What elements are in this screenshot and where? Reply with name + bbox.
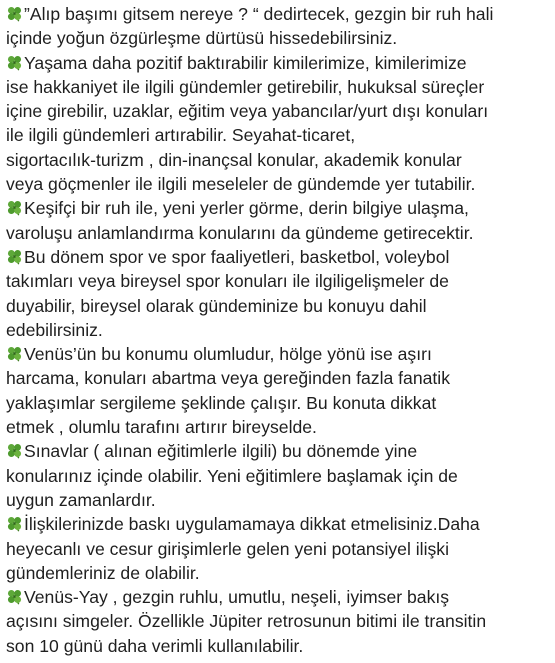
line-text: Keşifçi bir ruh ile, yeni yerler görme, derin bilgiye ulaşma,	[24, 198, 469, 219]
paragraph	[6, 245, 549, 342]
four-leaf-clover-icon	[6, 588, 23, 605]
text-line	[6, 391, 549, 415]
text-line	[6, 634, 549, 658]
text-line	[6, 196, 549, 220]
line-text: konularınız içinde olabilir. Yeni eğitimlere başlamak için de	[6, 465, 458, 486]
line-text: içine girebilir, uzaklar, eğitim veya yabancılar/yurt dışı konuları	[6, 101, 489, 122]
text-line	[6, 75, 549, 99]
paragraph	[6, 2, 549, 51]
text-line	[6, 245, 549, 269]
text-line	[6, 172, 549, 196]
text-line	[6, 123, 549, 147]
paragraph	[6, 342, 549, 439]
text-line	[6, 488, 549, 512]
line-text: Sınavlar ( alınan eğitimlerle ilgili) bu dönemde yine	[24, 441, 418, 462]
text-line	[6, 269, 549, 293]
line-text: etmek , olumlu tarafını artırır bireyselde.	[6, 417, 317, 438]
line-text: gündemleriniz de olabilir.	[6, 562, 200, 583]
text-line	[6, 439, 549, 463]
four-leaf-clover-icon	[6, 54, 23, 71]
four-leaf-clover-icon	[6, 248, 23, 265]
four-leaf-clover-icon	[6, 515, 23, 532]
text-line	[6, 294, 549, 318]
paragraph	[6, 439, 549, 512]
line-text: heyecanlı ve cesur girişimlerle gelen yeni potansiyel ilişki	[6, 538, 449, 559]
four-leaf-clover-icon	[6, 442, 23, 459]
text-line	[6, 609, 549, 633]
line-text: Venüs’ün bu konumu olumludur, hölge yönü ise aşırı	[24, 344, 432, 365]
line-text: son 10 günü daha verimli kullanılabilir.	[6, 635, 304, 656]
line-text: uygun zamanlardır.	[6, 489, 156, 510]
four-leaf-clover-icon	[6, 199, 23, 216]
text-line	[6, 415, 549, 439]
text-line	[6, 537, 549, 561]
line-text: ise hakkaniyet ile ilgili gündemler getirebilir, hukuksal süreçler	[6, 76, 485, 97]
line-text: varoluşu anlamlandırma konularını da gündeme getirecektir.	[6, 222, 474, 243]
line-text: Venüs-Yay , gezgin ruhlu, umutlu, neşeli, iyimser bakış	[24, 587, 450, 608]
paragraph	[6, 585, 549, 658]
line-text: içinde yoğun özgürleşme dürtüsü hissedebilirsiniz.	[6, 28, 398, 49]
line-text: takımları veya bireysel spor konuları ile ilgiligelişmeler de	[6, 271, 449, 292]
line-text: ile ilgili gündemleri artırabilir. Seyahat-ticaret,	[6, 125, 356, 146]
line-text: ”Alıp başımı gitsem nereye ? “ dedirtecek, gezgin bir ruh hali	[24, 4, 494, 24]
line-text: harcama, konuları abartma veya gereğinden fazla fanatik	[6, 368, 451, 389]
paragraph	[6, 512, 549, 585]
text-line	[6, 366, 549, 390]
line-text: duyabilir, bireysel olarak gündeminize bu konuyu dahil	[6, 295, 427, 316]
text-line	[6, 221, 549, 245]
four-leaf-clover-icon	[6, 345, 23, 362]
text-line	[6, 464, 549, 488]
line-text: açısını simgeler. Özellikle Jüpiter retrosunun bitimi ile transitin	[6, 611, 487, 632]
four-leaf-clover-icon	[6, 5, 23, 22]
line-text: edebilirsiniz.	[6, 319, 103, 340]
line-text: Yaşama daha pozitif baktırabilir kimilerimize, kimilerimize	[24, 52, 467, 73]
text-line	[6, 148, 549, 172]
line-text: veya göçmenler ile ilgili meseleler de gündemde yer tutabilir.	[6, 174, 476, 195]
line-text: yaklaşımlar sergileme şeklinde çalışır. Bu konuta dikkat	[6, 392, 437, 413]
line-text: İlişkilerinizde baskı uygulamamaya dikkat etmelisiniz.Daha	[24, 514, 480, 535]
text-line	[6, 561, 549, 585]
text-line	[6, 342, 549, 366]
paragraph	[6, 196, 549, 245]
line-text: sigortacılık-turizm , din-inançsal konular, akademik konular	[6, 149, 462, 170]
text-line	[6, 2, 549, 26]
text-line	[6, 51, 549, 75]
line-text: Bu dönem spor ve spor faaliyetleri, basketbol, voleybol	[24, 246, 450, 267]
text-line	[6, 99, 549, 123]
paragraph	[6, 51, 549, 197]
text-line	[6, 585, 549, 609]
text-line	[6, 512, 549, 536]
text-line	[6, 26, 549, 50]
text-line	[6, 318, 549, 342]
